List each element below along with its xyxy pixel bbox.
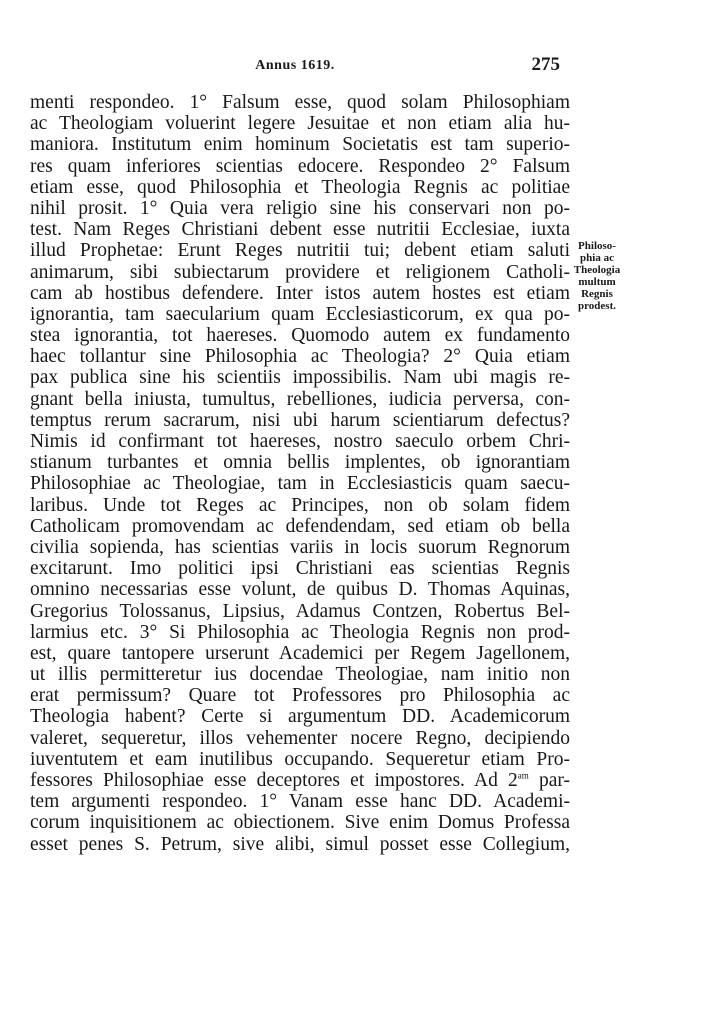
text-line: illud Prophetae: Erunt Reges nutritii tui; debent etiam saluti — [30, 240, 570, 262]
text-line: maniora. Institutum enim hominum Societatis est tam superio- — [30, 134, 570, 156]
text-line: test. Nam Reges Christiani debent esse nutritii Ecclesiae, iuxta — [30, 219, 570, 241]
text-line: esset penes S. Petrum, sive alibi, simul posset esse Collegium, — [30, 833, 570, 855]
text-line: omnino necessarias esse volunt, de quibus D. Thomas Aquinas, — [30, 579, 570, 601]
text-line: stianum turbantes et omnia bellis implentes, ob ignorantiam — [30, 452, 570, 474]
page-header — [30, 56, 560, 80]
text-line: animarum, sibi subiectarum providere et religionem Catholi- — [30, 261, 570, 283]
text-line: pax publica sine his scientiis impossibilis. Nam ubi magis re- — [30, 367, 570, 389]
text-line: cam ab hostibus defendere. Inter istos autem hostes est etiam — [30, 282, 570, 304]
running-head: Annus 1619. — [255, 58, 335, 73]
text-line: fessores Philosophiae esse deceptores et impostores. Ad $2^{am}$ par- — [30, 770, 570, 791]
text-line: civilia sopienda, has scientias variis in locis suorum Regnorum — [30, 536, 570, 558]
margin-note-line: multum — [578, 276, 616, 288]
margin-note-line: Regnis — [581, 288, 613, 300]
text-line: Gregorius Tolossanus, Lipsius, Adamus Contzen, Robertus Bel- — [30, 600, 570, 622]
body-text — [30, 92, 570, 855]
text-line: valeret, sequeretur, illos vehementer nocere Regno, decipiendo — [30, 727, 570, 749]
margin-note-line: Theologia — [573, 264, 621, 276]
text-line: Catholicam promovendam ac defendendam, sed etiam ob bella — [30, 515, 570, 537]
text-line: stea ignorantia, tot haereses. Quomodo autem ex fundamento — [30, 325, 570, 347]
text-line: ut illis permitteretur ius docendae Theologiae, nam initio non — [30, 664, 570, 686]
text-line: corum inquisitionem ac obiectionem. Sive enim Domus Professa — [30, 812, 570, 834]
text-line: laribus. Unde tot Reges ac Principes, non ob solam fidem — [30, 494, 570, 516]
text-line: excitarunt. Imo politici ipsi Christiani eas scientias Regnis — [30, 558, 570, 580]
margin-note-line: prodest. — [578, 300, 616, 312]
text-line: iuventutem et eam inutilibus occupando. Sequeretur etiam Pro- — [30, 748, 570, 770]
text-line: Nimis id confirmant tot haereses, nostro saeculo orbem Chri- — [30, 431, 570, 452]
text-line: Theologia habent? Certe si argumentum DD. Academicorum — [30, 706, 570, 728]
text-line: ac Theologiam voluerint legere Jesuitae et non etiam alia hu- — [30, 113, 570, 135]
text-line: Philosophiae ac Theologiae, tam in Ecclesiasticis quam saecu- — [30, 473, 570, 495]
text-line: tem argumenti respondeo. 1° Vanam esse hanc DD. Academi- — [30, 791, 570, 813]
margin-note — [566, 240, 628, 312]
text-line: ignorantia, tam saecularium quam Ecclesiasticorum, ex qua po- — [30, 303, 570, 325]
text-line: erat permissum? Quare tot Professores pro Philosophia ac — [30, 685, 570, 707]
margin-note-line: Philoso- — [578, 240, 616, 252]
text-line: temptus rerum sacrarum, nisi ubi harum scientiarum defectus? — [30, 409, 570, 431]
text-line: est, quare tantopere urserunt Academici per Regem Jagellonem, — [30, 642, 570, 664]
text-line: gnant bella iniusta, tumultus, rebelliones, iudicia perversa, con- — [30, 388, 570, 410]
text-line: menti respondeo. 1° Falsum esse, quod solam Philosophiam — [30, 92, 570, 113]
text-line: larmius etc. 3° Si Philosophia ac Theologia Regnis non prod- — [30, 621, 570, 643]
text-line: haec tollantur sine Philosophia ac Theologia? 2° Quia etiam — [30, 346, 570, 368]
text-line: etiam esse, quod Philosophia et Theologia Regnis ac politiae — [30, 176, 570, 198]
margin-note-line: phia ac — [580, 252, 614, 264]
page-number: 275 — [531, 54, 560, 75]
text-line: res quam inferiores scientias edocere. Respondeo 2° Falsum — [30, 155, 570, 177]
text-line: nihil prosit. 1° Quia vera religio sine his conservari non po- — [30, 197, 570, 219]
